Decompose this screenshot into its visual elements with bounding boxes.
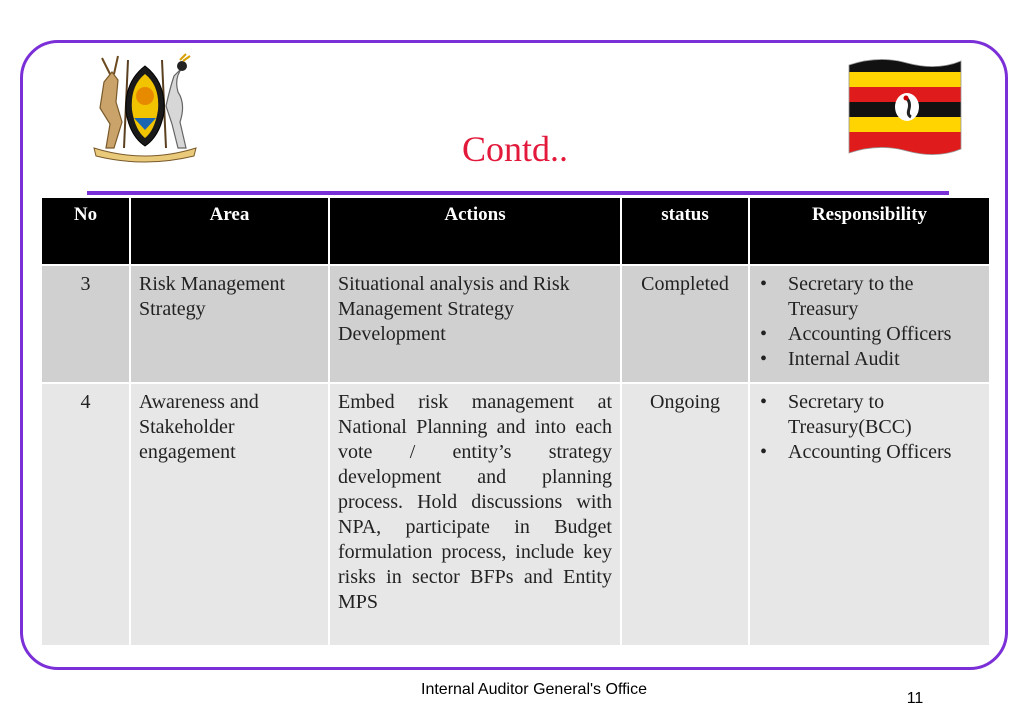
responsibility-list — [758, 390, 981, 465]
list-item: • Internal Audit — [758, 347, 981, 372]
cell-area: Awareness and Stakeholder engagement — [130, 383, 329, 645]
cell-status: Ongoing — [621, 383, 749, 645]
cell-no: 3 — [42, 265, 130, 383]
cell-no: 4 — [42, 383, 130, 645]
cell-actions: Embed risk management at National Planning and into each vote / entity’s strategy development and planning process. Hold discussions with NPA, participate in Budget formulation process, include key risks in sector BFPs and Entity MPS — [329, 383, 621, 645]
list-item: • Secretary to Treasury(BCC) — [758, 390, 981, 440]
list-item: • Accounting Officers — [758, 322, 981, 347]
cell-area: Risk Management Strategy — [130, 265, 329, 383]
table-row — [42, 265, 989, 383]
header-responsibility: Responsibility — [749, 198, 989, 265]
cell-actions: Situational analysis and Risk Management Strategy Development — [329, 265, 621, 383]
table-row — [42, 383, 989, 645]
list-item: • Accounting Officers — [758, 440, 981, 465]
list-item: • Secretary to the Treasury — [758, 272, 981, 322]
header-status: status — [621, 198, 749, 265]
slide-title: Contd.. — [461, 129, 568, 169]
responsibility-list — [758, 272, 981, 372]
cell-responsibility — [749, 383, 989, 645]
cell-status: Completed — [621, 265, 749, 383]
page-number: 11 — [906, 690, 924, 707]
header-actions: Actions — [329, 198, 621, 265]
header-area: Area — [130, 198, 329, 265]
title-divider — [87, 191, 949, 195]
table-header-row — [42, 198, 989, 265]
header-no: No — [42, 198, 130, 265]
footer-office: Internal Auditor General's Office — [421, 681, 647, 698]
strategy-table — [42, 198, 989, 645]
cell-responsibility — [749, 265, 989, 383]
